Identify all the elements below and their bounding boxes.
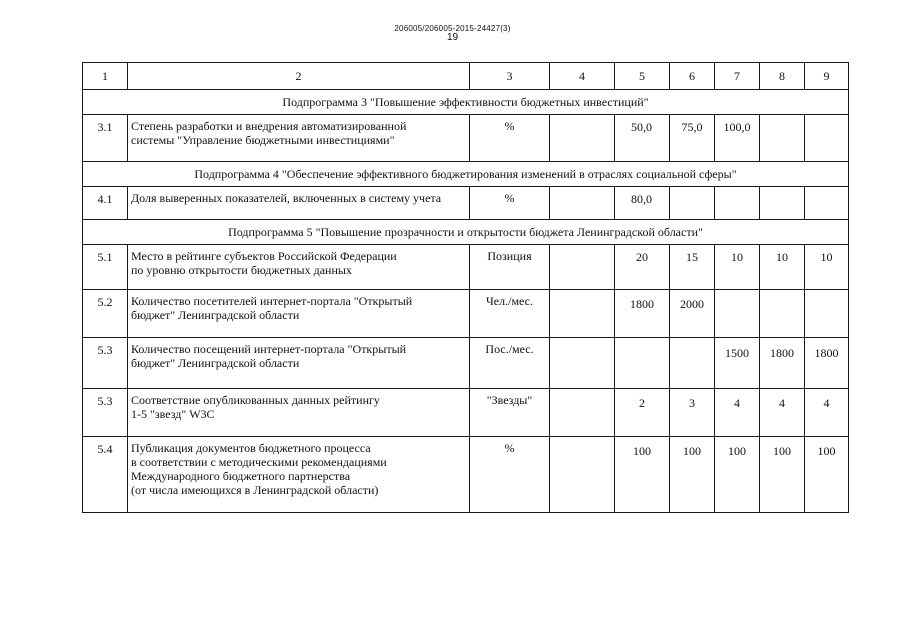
subprogram-row	[83, 220, 849, 245]
indicator-description: Место в рейтинге субъектов Российской Федерации по уровню открытости бюджетных данных	[128, 245, 470, 290]
value-cell: 100	[760, 437, 805, 513]
value-cell	[670, 338, 715, 389]
row-number: 5.3	[83, 338, 128, 389]
value-cell: 4	[805, 389, 849, 437]
column-header: 6	[670, 63, 715, 90]
row-number: 5.1	[83, 245, 128, 290]
value-cell	[550, 290, 615, 338]
value-cell	[805, 115, 849, 162]
column-header: 3	[470, 63, 550, 90]
value-cell: 3	[670, 389, 715, 437]
table-row	[83, 389, 849, 437]
value-cell	[715, 290, 760, 338]
table-row	[83, 187, 849, 220]
value-cell: 100	[805, 437, 849, 513]
column-header: 5	[615, 63, 670, 90]
table-row	[83, 437, 849, 513]
value-cell	[805, 290, 849, 338]
value-cell: 50,0	[615, 115, 670, 162]
value-cell: 10	[805, 245, 849, 290]
document-id: 206005/206005-2015-24427(3)	[394, 24, 511, 33]
unit-cell: "Звезды"	[470, 389, 550, 437]
table-row	[83, 338, 849, 389]
value-cell	[550, 115, 615, 162]
indicator-description: Количество посетителей интернет-портала "Открытый бюджет" Ленинградской области	[128, 290, 470, 338]
value-cell: 15	[670, 245, 715, 290]
value-cell: 1800	[615, 290, 670, 338]
subprogram-row	[83, 90, 849, 115]
row-number: 4.1	[83, 187, 128, 220]
indicator-description: Доля выверенных показателей, включенных в систему учета	[128, 187, 470, 220]
value-cell	[805, 187, 849, 220]
table-row	[83, 245, 849, 290]
value-cell: 1500	[715, 338, 760, 389]
value-cell	[760, 187, 805, 220]
value-cell	[550, 245, 615, 290]
value-cell	[550, 338, 615, 389]
value-cell: 4	[760, 389, 805, 437]
row-number: 5.3	[83, 389, 128, 437]
value-cell: 100	[670, 437, 715, 513]
value-cell: 1800	[805, 338, 849, 389]
unit-cell: Позиция	[470, 245, 550, 290]
value-cell	[550, 389, 615, 437]
table-row	[83, 290, 849, 338]
table-row	[83, 115, 849, 162]
value-cell	[760, 290, 805, 338]
row-number: 5.4	[83, 437, 128, 513]
value-cell: 100	[715, 437, 760, 513]
column-header: 7	[715, 63, 760, 90]
column-header: 9	[805, 63, 849, 90]
indicator-description: Количество посещений интернет-портала "Открытый бюджет" Ленинградской области	[128, 338, 470, 389]
value-cell: 1800	[760, 338, 805, 389]
value-cell: 100	[615, 437, 670, 513]
value-cell: 10	[760, 245, 805, 290]
value-cell: 75,0	[670, 115, 715, 162]
unit-cell: %	[470, 115, 550, 162]
value-cell	[550, 187, 615, 220]
table-header-row	[83, 63, 849, 90]
column-header: 4	[550, 63, 615, 90]
subprogram-row	[83, 162, 849, 187]
unit-cell: %	[470, 187, 550, 220]
value-cell: 10	[715, 245, 760, 290]
indicators-table	[82, 62, 849, 513]
value-cell: 100,0	[715, 115, 760, 162]
value-cell: 4	[715, 389, 760, 437]
value-cell	[715, 187, 760, 220]
unit-cell: Чел./мес.	[470, 290, 550, 338]
value-cell	[615, 338, 670, 389]
column-header: 8	[760, 63, 805, 90]
indicator-description: Степень разработки и внедрения автоматизированной системы "Управление бюджетными инвестициями"	[128, 115, 470, 162]
page-number: 19	[446, 32, 459, 43]
subprogram-title: Подпрограмма 5 "Повышение прозрачности и открытости бюджета Ленинградской области"	[83, 220, 849, 245]
indicator-description: Публикация документов бюджетного процесса в соответствии с методическими рекомендациями Международного бюджетного партнерства (от числа имеющихся в Ленинградской области)	[128, 437, 470, 513]
indicator-description: Соответствие опубликованных данных рейтингу 1-5 "звезд" W3C	[128, 389, 470, 437]
value-cell: 20	[615, 245, 670, 290]
value-cell	[670, 187, 715, 220]
row-number: 5.2	[83, 290, 128, 338]
value-cell	[550, 437, 615, 513]
unit-cell: Пос./мес.	[470, 338, 550, 389]
row-number: 3.1	[83, 115, 128, 162]
value-cell: 80,0	[615, 187, 670, 220]
unit-cell: %	[470, 437, 550, 513]
column-header: 2	[128, 63, 470, 90]
subprogram-title: Подпрограмма 3 "Повышение эффективности бюджетных инвестиций"	[83, 90, 849, 115]
value-cell: 2000	[670, 290, 715, 338]
column-header: 1	[83, 63, 128, 90]
value-cell: 2	[615, 389, 670, 437]
subprogram-title: Подпрограмма 4 "Обеспечение эффективного бюджетирования изменений в отраслях социальной сферы"	[83, 162, 849, 187]
value-cell	[760, 115, 805, 162]
